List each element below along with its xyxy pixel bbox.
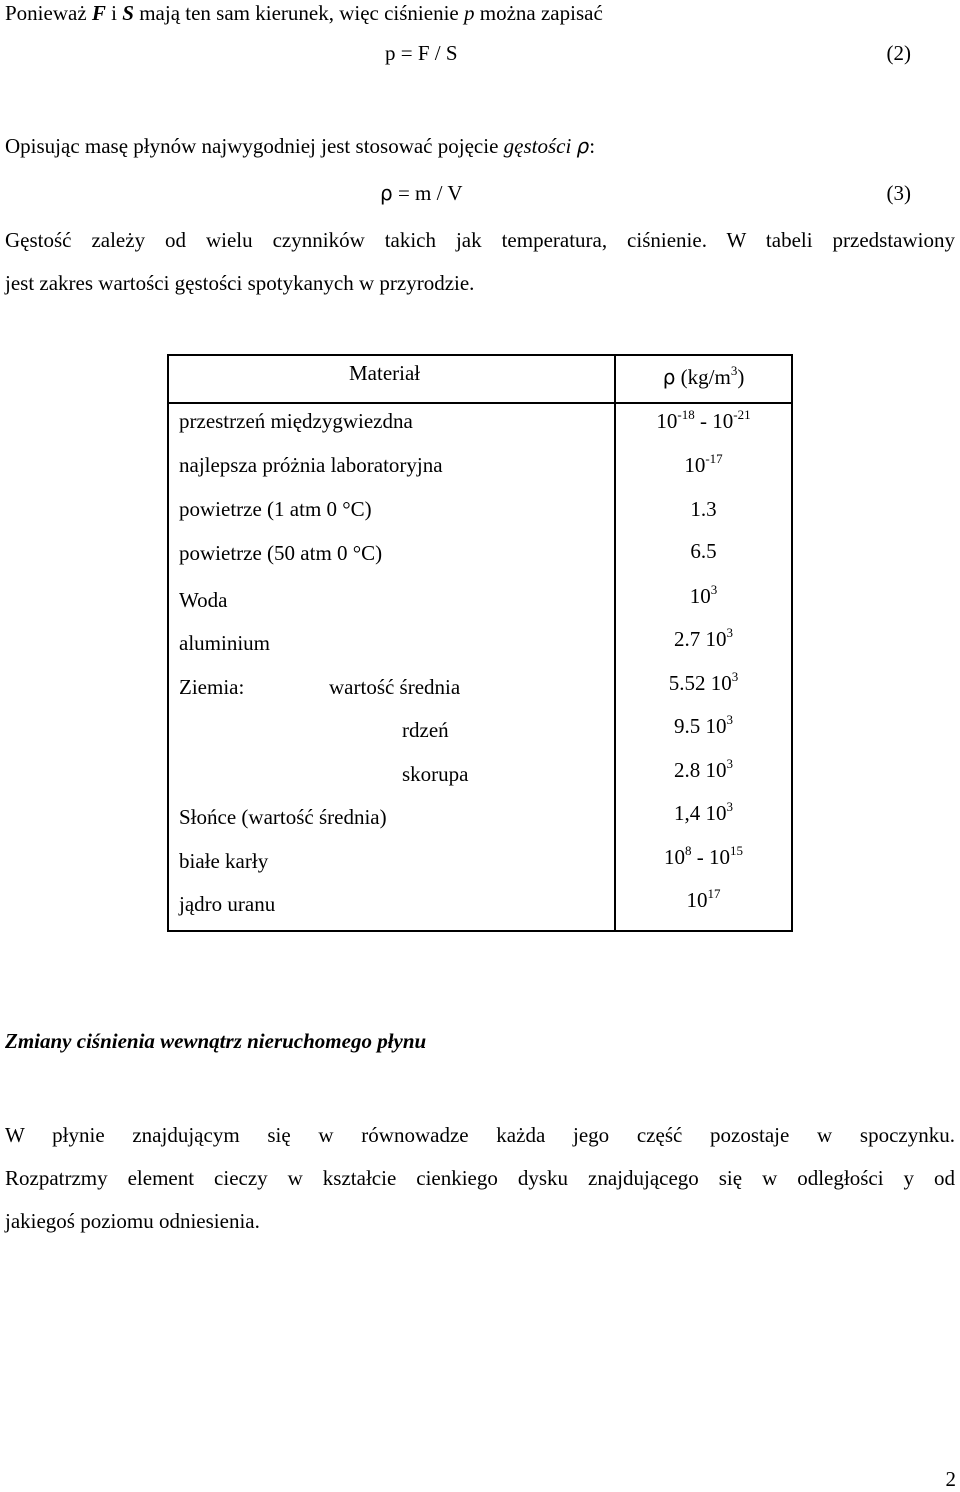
table-row-value: 6.5 <box>690 539 717 563</box>
header-unit: (kg/m <box>675 365 731 389</box>
value-base: 2.7 10 <box>674 627 727 651</box>
table-row-material: Ziemia: <box>179 675 245 699</box>
value-separator: - 10 <box>694 409 734 433</box>
intro-text: można zapisać <box>474 1 603 25</box>
value-base: 2.8 10 <box>674 758 727 782</box>
value-exponent: 3 <box>731 669 739 684</box>
table-row-value <box>614 408 793 434</box>
table-row-value <box>614 844 793 870</box>
value-base: 10 <box>656 409 678 433</box>
value-base: 5.52 10 <box>668 671 732 695</box>
density-intro-colon: : <box>589 134 596 158</box>
intro-line <box>5 0 603 26</box>
value-base: 9.5 10 <box>674 714 727 738</box>
value-exponent: 3 <box>726 712 733 727</box>
paragraph-1-line-2: jest zakres wartości gęstości spotykanych w przyrodzie. <box>5 271 475 295</box>
table-row-material: powietrze (1 atm 0 °C) <box>179 497 372 521</box>
value-exponent: 3 <box>726 756 733 771</box>
value-exponent: 3 <box>726 799 733 814</box>
density-intro-line <box>5 133 595 159</box>
page-number: 2 <box>945 1467 956 1491</box>
paragraph-2-line-3: jakiegoś poziomu odniesienia. <box>5 1209 260 1233</box>
symbol-S: S <box>122 1 134 25</box>
table-row-value <box>614 626 793 652</box>
density-intro-text: Opisując masę płynów najwygodniej jest stosować pojęcie <box>5 134 504 158</box>
value-base: 10 <box>684 453 706 477</box>
equation-3-number: (3) <box>886 181 911 205</box>
intro-text: i <box>105 1 123 25</box>
table-row-value <box>614 452 793 478</box>
value-exponent: 17 <box>707 886 721 901</box>
equation-3-formula: = m / V <box>392 181 463 205</box>
equation-2-number: (2) <box>886 41 911 65</box>
table-row-subitem: rdzeń <box>402 718 449 742</box>
value-exponent: -21 <box>733 407 751 422</box>
equation-3 <box>380 180 463 206</box>
table-row-material: najlepsza próżnia laboratoryjna <box>179 453 443 477</box>
table-row-material: przestrzeń międzygwiezdna <box>179 409 413 433</box>
equation-2: p = F / S <box>385 41 458 65</box>
header-unit-close: ) <box>737 365 745 389</box>
table-row-subitem: wartość średnia <box>329 675 461 699</box>
section-heading: Zmiany ciśnienia wewnątrz nieruchomego płynu <box>5 1029 427 1053</box>
table-row-material: jądro uranu <box>179 892 276 916</box>
table-row-material: powietrze (50 atm 0 °C) <box>179 541 383 565</box>
header-density <box>614 364 793 390</box>
value-base: 1,4 10 <box>674 801 727 825</box>
table-row-value <box>614 800 793 826</box>
value-base: 10 <box>689 584 711 608</box>
intro-text: Ponieważ <box>5 1 92 25</box>
term-density: gęstości <box>503 134 572 158</box>
paragraph-2-line-1: W płynie znajdującym się w równowadze każda jego część pozostaje w spoczynku. <box>5 1123 955 1147</box>
table-row-material: Woda <box>179 588 228 612</box>
intro-text: mają ten sam kierunek, więc ciśnienie <box>133 1 464 25</box>
table-row-material: białe karły <box>179 849 269 873</box>
density-table <box>167 354 793 932</box>
value-base: 10 <box>664 845 685 869</box>
value-exponent: -18 <box>677 407 695 422</box>
value-separator: - 10 <box>691 845 730 869</box>
table-row-value <box>614 670 793 696</box>
value-exponent: 3 <box>726 625 733 640</box>
table-row-value <box>614 887 793 913</box>
value-base: 10 <box>686 888 708 912</box>
symbol-F: F <box>91 1 106 25</box>
paragraph-2-line-2: Rozpatrzmy element cieczy w kształcie cienkiego dysku znajdującego się w odległości y od <box>5 1166 955 1190</box>
symbol-p: p <box>464 1 475 25</box>
value-exponent: 8 <box>685 843 692 858</box>
value-exponent: 15 <box>730 843 743 858</box>
symbol-rho: ρ <box>662 365 676 389</box>
value-exponent: -17 <box>705 451 723 466</box>
table-header-divider <box>169 402 791 404</box>
symbol-rho: ρ <box>380 181 393 205</box>
paragraph-1-line-1: Gęstość zależy od wielu czynników takich jak temperatura, ciśnienie. W tabeli przedstawiony <box>5 228 955 252</box>
table-row-material: Słońce (wartość średnia) <box>179 805 387 829</box>
table-row-value <box>614 583 793 609</box>
symbol-rho: ρ <box>576 134 590 158</box>
header-unit-exponent: 3 <box>730 363 738 378</box>
table-row-value: 1.3 <box>690 497 717 521</box>
table-row-subitem: skorupa <box>402 762 469 786</box>
table-row-material: aluminium <box>179 631 270 655</box>
table-row-value <box>614 757 793 783</box>
header-material: Materiał <box>349 361 421 385</box>
table-row-value <box>614 713 793 739</box>
value-exponent: 3 <box>710 582 718 597</box>
